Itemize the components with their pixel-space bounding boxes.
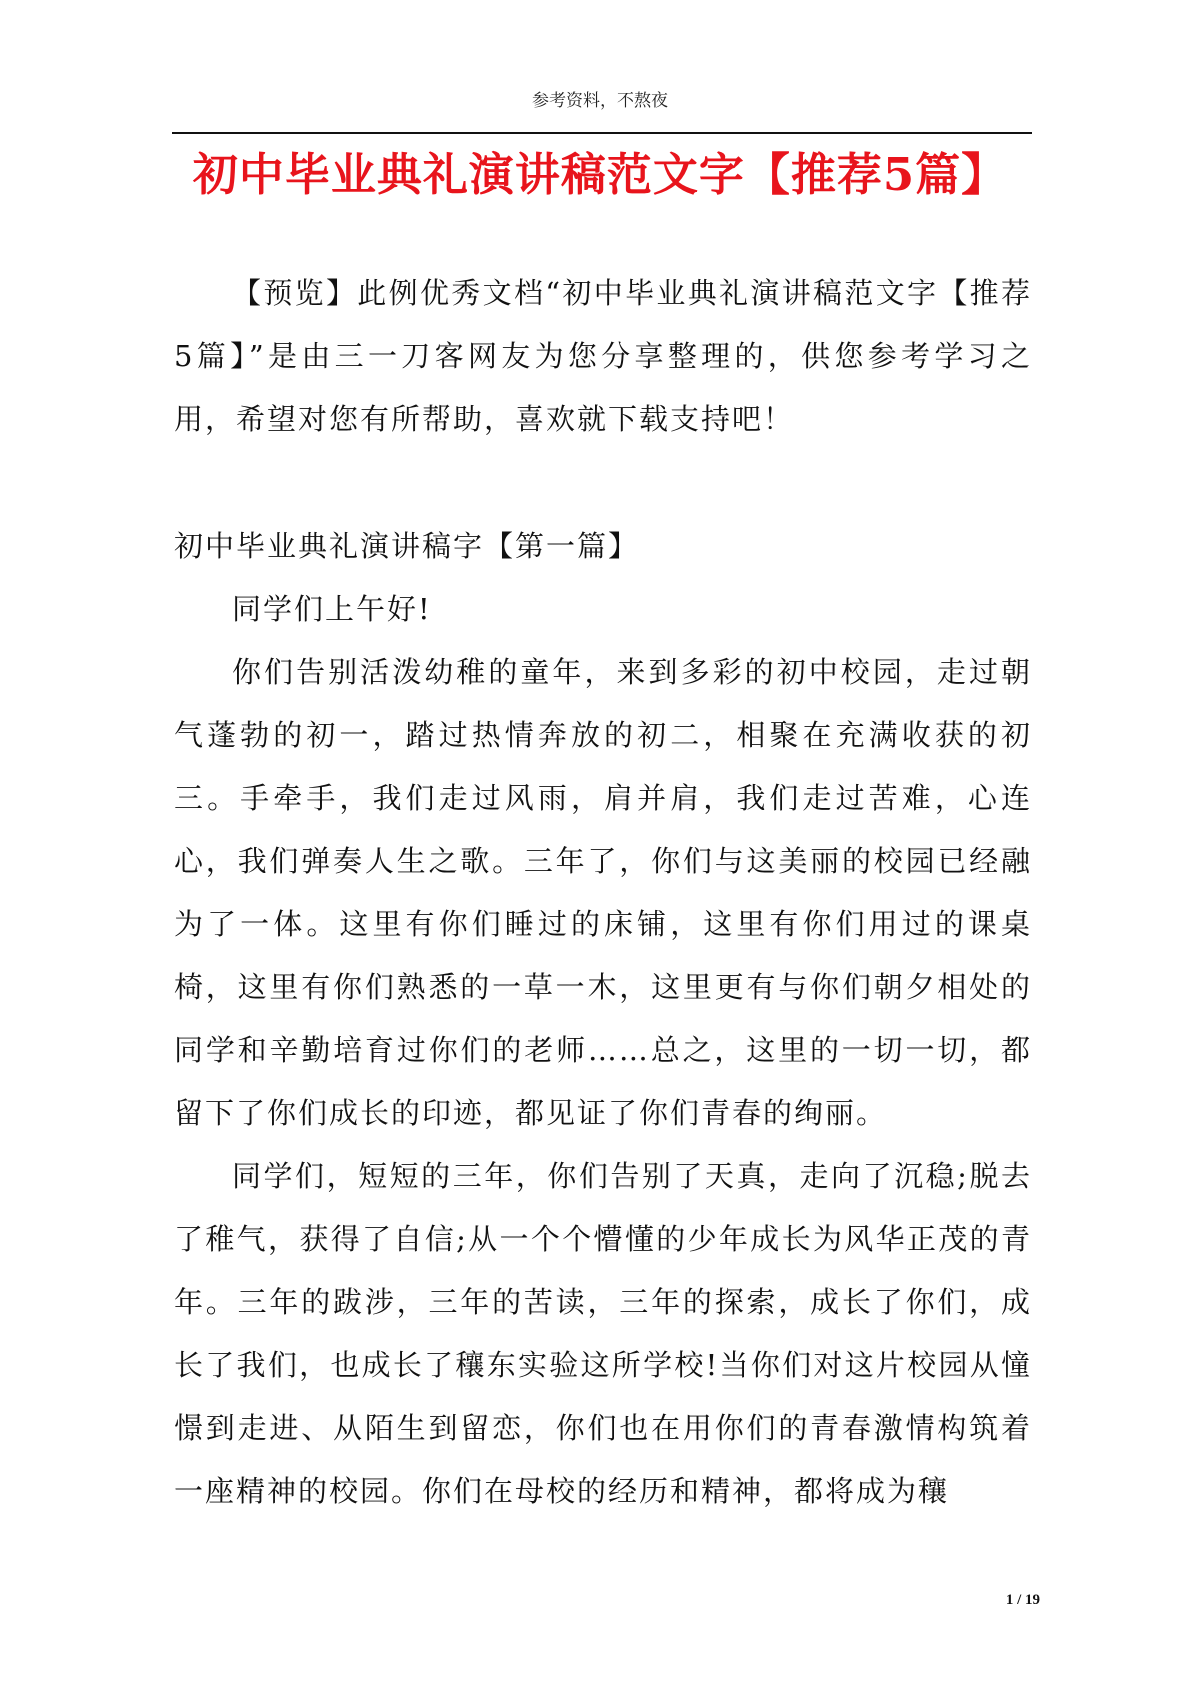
body-paragraph: 同学们上午好! (232, 592, 432, 626)
document-title: 初中毕业典礼演讲稿范文字【推荐5篇】 (192, 148, 1008, 201)
body-paragraph: 同学们，短短的三年，你们告别了天真，走向了沉稳;脱去了稚气，获得了自信;从一个个懵懂的少年成长为风华正茂的青年。三年的跋涉，三年的苦读，三年的探索，成长了你们，成长了我们，也成长了穰东实验这所学校!当你们对这片校园从憧憬到走进、从陌生到留恋，你们也在用你们的青春激情构筑着一座精神的校园。你们在母校的经历和精神，都将成为穰 (174, 1159, 1032, 1508)
section-heading: 初中毕业典礼演讲稿字【第一篇】 (174, 529, 640, 563)
page-number: 1 / 19 (1005, 1592, 1040, 1608)
header-divider (172, 132, 1032, 134)
preview-paragraph: 【预览】此例优秀文档“初中毕业典礼演讲稿范文字【推荐5篇】”是由三一刀客网友为您分享整理的，供您参考学习之用，希望对您有所帮助，喜欢就下载支持吧！ (174, 276, 1032, 436)
page-header: 参考资料，不熬夜 (532, 91, 668, 111)
body-paragraph: 你们告别活泼幼稚的童年，来到多彩的初中校园，走过朝气蓬勃的初一，踏过热情奔放的初二，相聚在充满收获的初三。手牵手，我们走过风雨，肩并肩，我们走过苦难，心连心，我们弹奏人生之歌。三年了，你们与这美丽的校园已经融为了一体。这里有你们睡过的床铺，这里有你们用过的课桌椅，这里有你们熟悉的一草一木，这里更有与你们朝夕相处的同学和辛勤培育过你们的老师……总之，这里的一切一切，都留下了你们成长的印迹，都见证了你们青春的绚丽。 (174, 655, 1032, 1130)
document-body (174, 262, 1032, 1523)
